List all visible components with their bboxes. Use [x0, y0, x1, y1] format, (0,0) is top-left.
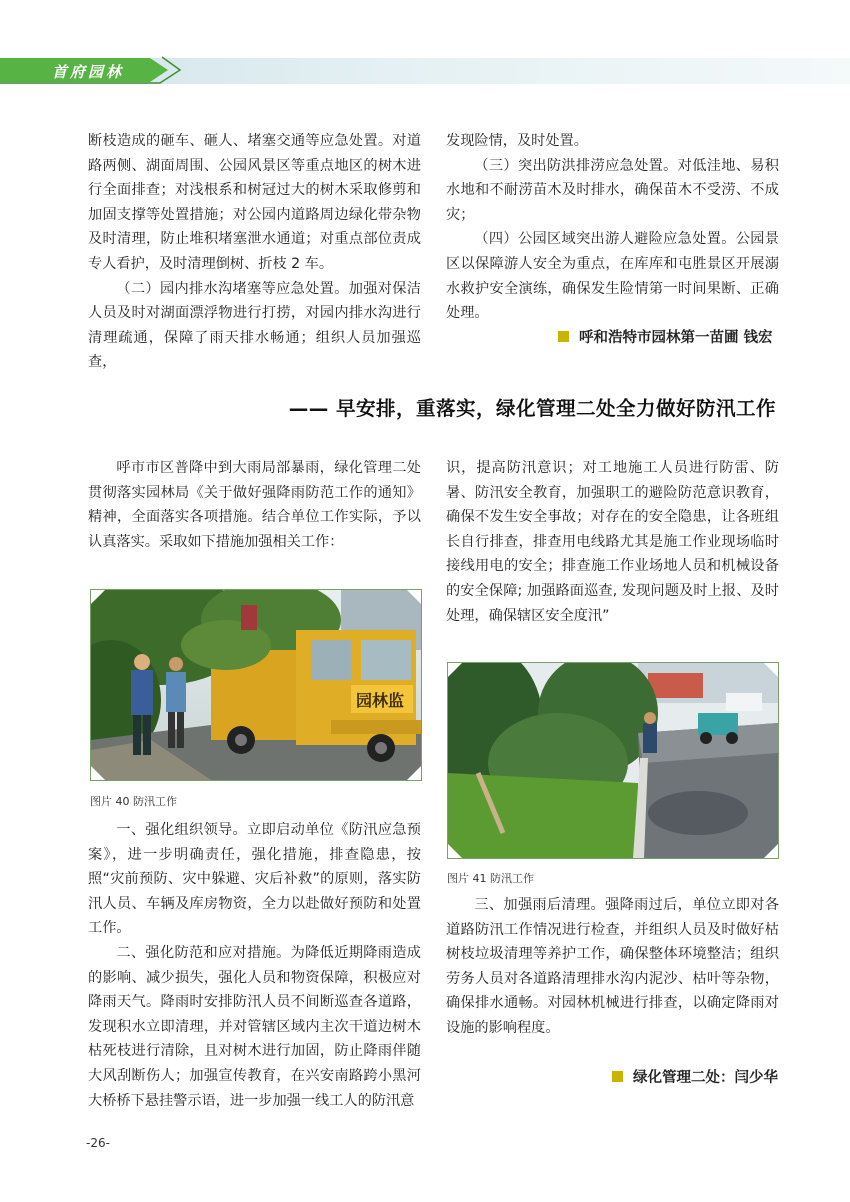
photo-2-caption: 图片 41 防汛工作 — [447, 872, 534, 885]
paragraph: 三、加强雨后清理。强降雨过后，单位立即对各道路防汛工作情况进行检查，并组织人员及时做好枯树枝垃圾清理等养护工作，确保整体环境整洁；组织劳务人员对各道路清理排水沟内泥沙、枯叶等杂物，确保排水通畅。对园林机械进行排查，以确定降雨对设施的影响程度。 — [446, 897, 779, 1036]
photo-2-illustration — [448, 663, 778, 858]
byline-marker-icon — [612, 1071, 623, 1082]
byline-text: 绿化管理二处：闫少华 — [633, 1070, 778, 1086]
article-intro — [88, 456, 421, 554]
article-right-column — [446, 456, 779, 628]
photo-corner — [91, 766, 105, 780]
article-right-column-2 — [446, 893, 779, 1041]
byline-text: 呼和浩特市园林第一苗圃 钱宏 — [579, 330, 773, 346]
photo-corner — [91, 590, 105, 604]
photo-flood-work-1 — [90, 589, 422, 781]
photo-corner — [407, 766, 421, 780]
photo-corner — [448, 844, 462, 858]
byline-marker-icon — [558, 331, 569, 342]
photo-flood-work-2 — [447, 662, 779, 859]
article-headline: —— 早安排，重落实，绿化管理二处全力做好防汛工作 — [288, 397, 776, 420]
paragraph: （四）公园区域突出游人避险应急处置。公园景区以保障游人安全为重点，在库库和屯胜景区开展溺水救护安全演练，确保发生险情第一时间果断、正确处理。 — [446, 231, 779, 322]
paragraph: 断枝造成的砸车、砸人、堵塞交通等应急处置。对道路两侧、湖面周围、公园风景区等重点地区的树木进行全面排查；对浅根系和树冠过大的树木采取修剪和加固支撑等处置措施；对公园内道路周边绿化带杂物及时清理，防止堆积堵塞泄水通道；对重点部位责成专人看护，及时清理倒树、折枝 2 车。 — [88, 133, 421, 272]
photo-corner — [764, 844, 778, 858]
photo-corner — [407, 590, 421, 604]
paragraph: 发现险情，及时处置。 — [446, 133, 588, 149]
section-title: 首府园林 — [52, 63, 125, 81]
paragraph: （三）突出防洪排涝应急处置。对低洼地、易积水地和不耐涝苗木及时排水，确保苗木不受涝、不成灾； — [446, 157, 779, 223]
paragraph: 识，提高防汛意识；对工地施工人员进行防雷、防暑、防汛安全教育，加强职工的避险防范意识教育，确保不发生安全事故；对存在的安全隐患，让各班组长自行排查，排查用电线路尤其是施工作业现场临时接线用电的安全；排查施工作业场地人员和机械设备的安全保障; 加强路面巡查, 发现问题及时上报、及时处理，确保辖区安全度汛” — [446, 460, 779, 624]
paragraph: 二、强化防范和应对措施。为降低近期降雨造成的影响、减少损失，强化人员和物资保障，积极应对降雨天气。降雨时安排防汛人员不间断巡查各道路，发现积水立即清理，并对管辖区域内主次干道边树木枯死枝进行清除，且对树木进行加固，防止降雨伴随大风刮断伤人；加强宣传教育，在兴安南路跨小黑河大桥桥下悬挂警示语，进一步加强一线工人的防汛意 — [88, 944, 421, 1109]
article-byline — [612, 1066, 778, 1087]
paragraph: 呼市市区普降中到大雨局部暴雨，绿化管理二处贯彻落实园林局《关于做好强降雨防范工作的通知》精神，全面落实各项措施。结合单位工作实际，予以认真落实。采取如下措施加强相关工作： — [88, 460, 421, 550]
paragraph: 一、强化组织领导。立即启动单位《防汛应急预案》，进一步明确责任，强化措施，排查隐患，按照“灾前预防、灾中躲避、灾后补救”的原则，落实防汛人员、车辆及库房物资，全力以赴做好预防和处置工作。 — [88, 822, 421, 937]
photo-corner — [764, 663, 778, 677]
top-byline — [558, 326, 773, 347]
photo-1-illustration — [91, 590, 421, 780]
photo-1-caption: 图片 40 防汛工作 — [90, 795, 177, 808]
top-left-column — [88, 129, 421, 375]
photo-corner — [448, 663, 462, 677]
truck-door-text: 园林监 — [356, 691, 405, 710]
top-right-column — [446, 129, 779, 326]
page-number: -26- — [86, 1136, 110, 1150]
article-left-column — [88, 818, 421, 1113]
paragraph: （二）园内排水沟堵塞等应急处置。加强对保洁人员及时对湖面漂浮物进行打捞，对园内排水沟进行清理疏通，保障了雨天排水畅通；组织人员加强巡查， — [88, 280, 421, 371]
